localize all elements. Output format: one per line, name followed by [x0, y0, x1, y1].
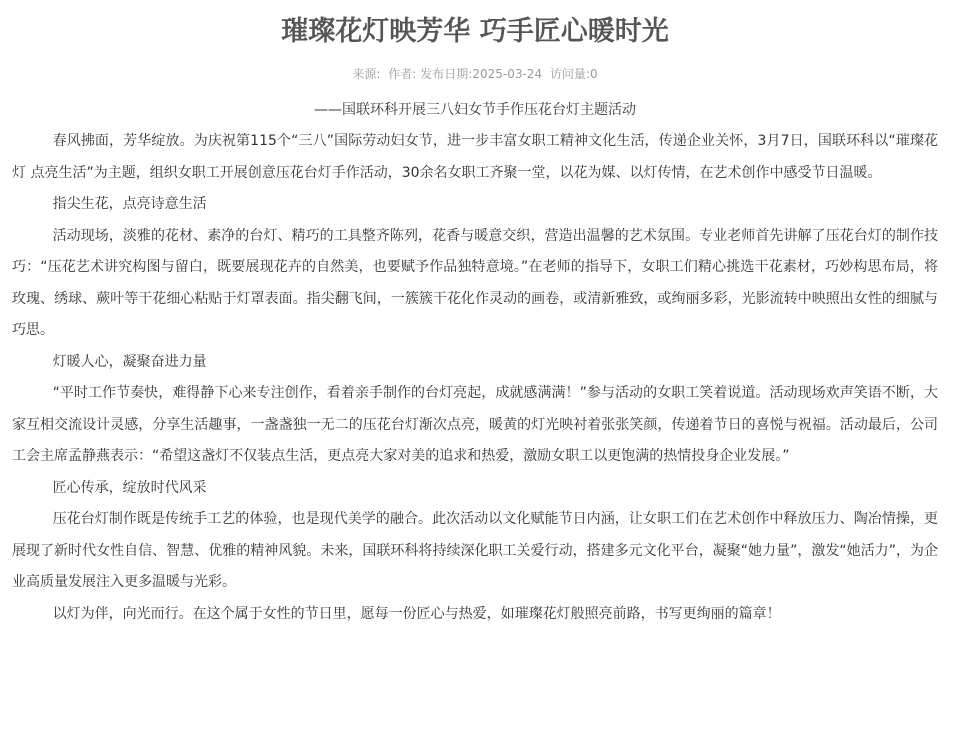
section-heading-3: 匠心传承，绽放时代风采 [52, 479, 207, 496]
section-heading-2: 灯暖人心，凝聚奋进力量 [52, 353, 207, 370]
article-body [12, 126, 938, 630]
meta-author: 作者: [388, 67, 417, 81]
article-meta [12, 66, 938, 82]
article-title: 璀璨花灯映芳华 巧手匠心暖时光 [281, 16, 669, 47]
paragraph-intro: 春风拂面，芳华绽放。为庆祝第115个“三八”国际劳动妇女节，进一步丰富女职工精神文化生活，传递企业关怀，3月7日，国联环科以“璀璨花灯 点亮生活”为主题，组织女职工开展创意压花台灯手作活动，30余名女职工齐聚一堂，以花为媒、以灯传情，在艺术创作中感受节日温暖。 [12, 133, 938, 181]
paragraph-closing: 以灯为伴，向光而行。在这个属于女性的节日里，愿每一份匠心与热爱，如璀璨花灯般照亮前路，书写更绚丽的篇章！ [52, 605, 781, 622]
section-heading-1: 指尖生花，点亮诗意生活 [52, 196, 207, 212]
meta-views: 访问量:0 [549, 67, 598, 81]
article-subtitle: ——国联环科开展三八妇女节手作压花台灯主题活动 [314, 102, 636, 118]
paragraph-section-3: 压花台灯制作既是传统手工艺的体验，也是现代美学的融合。此次活动以文化赋能节日内涵，让女职工们在艺术创作中释放压力、陶冶情操，更展现了新时代女性自信、智慧、优雅的精神风貌。未来，国联环科将持续深化职工关爱行动，搭建多元文化平台，凝聚“她力量”，激发“她活力”，为企业高质量发展注入更多温暖与光彩。 [12, 511, 938, 590]
meta-date: 发布日期:2025-03-24 [420, 67, 543, 81]
meta-source: 来源: [352, 67, 381, 81]
paragraph-section-2: “平时工作节奏快，难得静下心来专注创作，看着亲手制作的台灯亮起，成就感满满！”参与活动的女职工笑着说道。活动现场欢声笑语不断，大家互相交流设计灵感，分享生活趣事，一盏盏独一无二的压花台灯渐次点亮，暖黄的灯光映衬着张张笑颜，传递着节日的喜悦与祝福。活动最后，公司工会主席孟静燕表示：“希望这盏灯不仅装点生活，更点亮大家对美的追求和热爱，激励女职工以更饱满的热情投身企业发展。” [12, 385, 938, 464]
paragraph-section-1: 活动现场，淡雅的花材、素净的台灯、精巧的工具整齐陈列，花香与暖意交织，营造出温馨的艺术氛围。专业老师首先讲解了压花台灯的制作技巧：“压花艺术讲究构图与留白，既要展现花卉的自然美，也要赋予作品独特意境。”在老师的指导下，女职工们精心挑选干花素材，巧妙构思布局，将玫瑰、绣球、蕨叶等干花细心粘贴于灯罩表面。指尖翻飞间，一簇簇干花化作灵动的画卷，或清新雅致，或绚丽多彩，光影流转中映照出女性的细腻与巧思。 [12, 227, 938, 338]
